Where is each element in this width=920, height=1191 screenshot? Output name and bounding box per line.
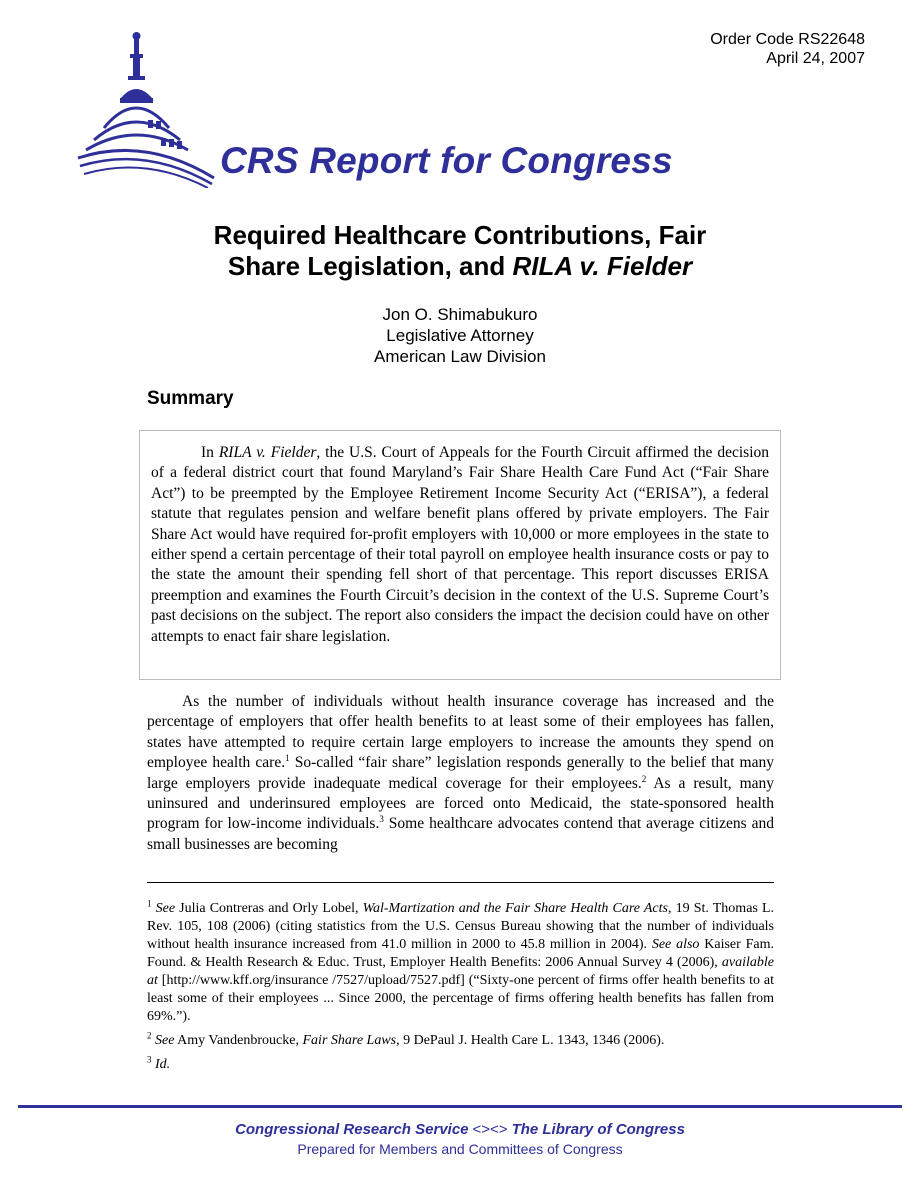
footnote-2-text-a: Amy Vandenbroucke,: [174, 1033, 303, 1048]
footnote-1-text-c: Kaiser Fam. Found. & Health Research & Educ. Trust, Employer Health Benefits: 2006 Annual Survey 4 (2006),: [147, 937, 774, 970]
footnote-3: [147, 1056, 774, 1074]
body-paragraph: [147, 692, 774, 855]
body-text-3: As a result, many uninsured and underinsured employees are forced onto Medicaid, the state-sponsored health program for low-income individuals.: [147, 774, 775, 833]
footer-prepared: Prepared for Members and Committees of Congress: [297, 1141, 623, 1157]
author-block: [260, 304, 660, 367]
summary-heading: Summary: [147, 388, 234, 409]
title-case-name: RILA v. Fielder: [512, 251, 693, 281]
footnote-1-title: Wal-Martization and the Fair Share Health Care Acts: [362, 901, 668, 916]
summary-paragraph: [151, 443, 769, 647]
footnote-1-available-at: available at: [147, 955, 774, 988]
footer-rule: [18, 1105, 902, 1108]
footer-line-1: [120, 1120, 800, 1140]
footnote-2-number: 2: [147, 1030, 152, 1041]
footnotes: [147, 900, 774, 1080]
swirl-ornament-icon: <><>: [472, 1121, 508, 1138]
body-text-2: So-called “fair share” legislation responds generally to the belief that many large employers provide inadequate medical coverage for their employees.: [147, 754, 774, 792]
page-footer: [120, 1120, 800, 1159]
summary-text-2: , the U.S. Court of Appeals for the Fourth Circuit affirmed the decision of a federal district court that found Maryland’s Fair Share Health Care Fund Act (“Fair Share Act”) to be preempted by the Employee Retirement Income Security Act (“ERISA”), a federal statute that regulates pension and welfare benefit plans offered by private employers. The Fair Share Act would have required for-profit employers with 10,000 or more employees in the state to either spend a certain percentage of their total payroll on employee health insurance costs or pay to the state the amount their spending fell short of that percentage. This report discusses ERISA preemption and examines the Fourth Circuit’s decision in the context of the U.S. Supreme Court’s past decisions on the subject. The report also considers the impact the decision could have on other attempts to enact fair share legislation.: [151, 444, 770, 645]
crs-report-title: CRS Report for Congress: [220, 140, 673, 181]
title-line-2: [120, 251, 800, 282]
body-text-4: Some healthcare advocates contend that average citizens and small businesses are becoming: [147, 815, 774, 853]
footnote-1-text-d: [http://www.kff.org/insurance /7527/upload/7527.pdf] (“Sixty-one percent of firms offer health benefits to at least some of their employees ... Since 2000, the percentage of firms offering health benefits has fallen from 69%.”).: [147, 973, 774, 1024]
order-code-block: [710, 30, 865, 68]
order-code: Order Code RS22648: [710, 31, 865, 48]
author-title: Legislative Attorney: [386, 326, 534, 345]
footnote-1: [147, 900, 774, 1026]
capitol-dome-logo: [76, 28, 216, 188]
footnote-divider: [147, 882, 774, 883]
footnote-2-title: Fair Share Laws: [302, 1033, 397, 1048]
footnote-1-number: 1: [147, 898, 152, 909]
footnote-1-see-also: See also: [651, 937, 700, 952]
summary-case-name: RILA v. Fielder: [218, 444, 317, 461]
footnote-1-text-a: Julia Contreras and Orly Lobel,: [175, 901, 363, 916]
footnote-3-number: 3: [147, 1054, 152, 1065]
footnote-2-see: See: [155, 1033, 175, 1048]
document-title: [120, 220, 800, 282]
summary-box: [139, 430, 781, 680]
body-text-1: As the number of individuals without health insurance coverage has increased and the percentage of employers that offer health benefits to at least some of their employees has fallen, states have attempted to require certain large employers to increase the amounts they spend on employee health care.: [147, 693, 774, 772]
footnote-ref-3[interactable]: 3: [379, 814, 384, 825]
footnote-ref-1[interactable]: 1: [285, 753, 290, 764]
report-date: April 24, 2007: [766, 50, 865, 67]
footer-crs: Congressional Research Service: [235, 1121, 469, 1138]
footer-library-of-congress: The Library of Congress: [511, 1121, 685, 1138]
footnote-1-text-b: , 19 St. Thomas L. Rev. 105, 108 (2006) (citing statistics from the U.S. Census Bureau showing that the number of individuals without health insurance increased from 41.0 million in 2000 to 45.8 million in 2004).: [147, 901, 775, 952]
footnote-ref-2[interactable]: 2: [641, 773, 647, 784]
author-name: Jon O. Shimabukuro: [382, 305, 538, 324]
summary-text-1: In: [201, 444, 219, 461]
footnote-1-see: See: [155, 901, 176, 916]
title-line-1: Required Healthcare Contributions, Fair: [213, 220, 707, 250]
author-division: American Law Division: [374, 347, 546, 366]
footnote-2-text-b: , 9 DePaul J. Health Care L. 1343, 1346 (2006).: [396, 1033, 665, 1048]
title-line-2-text: Share Legislation, and: [227, 251, 513, 281]
footnote-2: [147, 1032, 774, 1050]
footnote-3-text: Id.: [155, 1057, 171, 1072]
